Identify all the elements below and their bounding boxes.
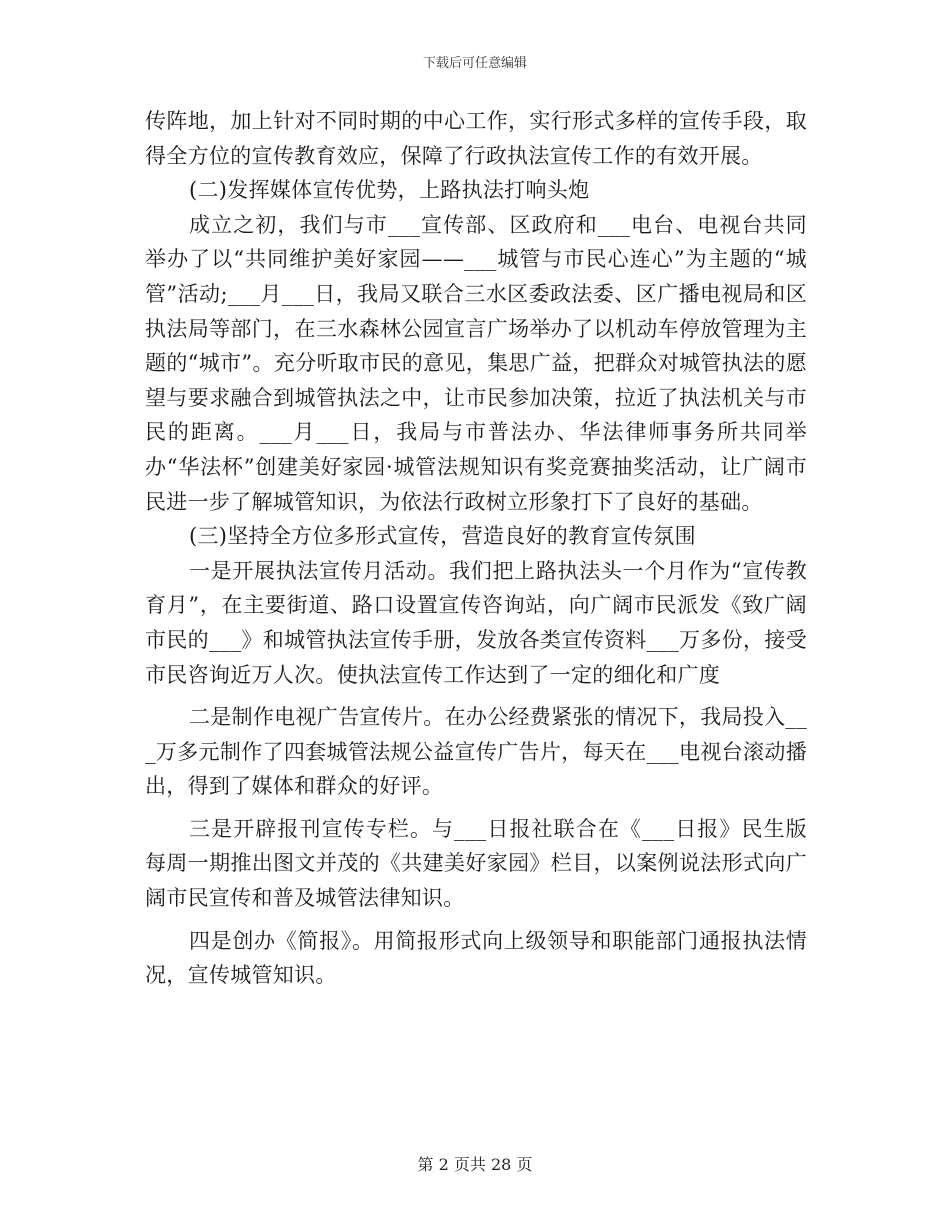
page-number: 第 2 页共 28 页	[417, 1155, 533, 1174]
paragraph-item-3: 三是开辟报刊宣传专栏。与___日报社联合在《___日报》民生版每周一期推出图文并茂的《共建美好家园》栏目，以案例说法形式向广阔市民宣传和普及城管法律知识。	[145, 816, 807, 911]
paragraph-continuation: 传阵地，加上针对不同时期的中心工作，实行形式多样的宣传手段，取得全方位的宣传教育效应，保障了行政执法宣传工作的有效开展。	[145, 109, 807, 168]
document-body	[145, 104, 807, 993]
section-heading-3: (三)坚持全方位多形式宣传，营造良好的教育宣传氛围	[189, 524, 696, 549]
paragraph-item-1: 一是开展执法宣传月活动。我们把上路执法头一个月作为“宣传教育月”，在主要街道、路口设置宣传咨询站，向广阔市民派发《致广阔市民的___》和城管执法宣传手册，发放各类宣传资料___万多份，接受市民咨询近万人次。使执法宣传工作达到了一定的细化和广度	[145, 558, 807, 687]
paragraph-media-campaign: 成立之初，我们与市___宣传部、区政府和___电台、电视台共同举办了以“共同维护美好家园——___城管与市民心连心”为主题的“城管”活动;___月___日，我局又联合三水区委政法委、区广播电视局和区执法局等部门，在三水森林公园宣言广场举办了以机动车停放管理为主题的“城市”。充分听取市民的意见，集思广益，把群众对城管执法的愿望与要求融合到城管执法之中，让市民参加决策，拉近了执法机关与市民的距离。___月___日，我局与市普法办、华法律师事务所共同举办“华法杯”创建美好家园·城管法规知识有奖竞赛抽奖活动，让广阔市民进一步了解城管知识，为依法行政树立形象打下了良好的基础。	[145, 212, 807, 514]
header-note: 下载后可任意编辑	[422, 56, 527, 71]
section-heading-2: (二)发挥媒体宣传优势，上路执法打响头炮	[189, 178, 590, 203]
paragraph-item-2: 二是制作电视广告宣传片。在办公经费紧张的情况下，我局投入___万多元制作了四套城管法规公益宣传广告片，每天在___电视台滚动播出，得到了媒体和群众的好评。	[145, 705, 807, 799]
paragraph-item-4: 四是创办《简报》。用简报形式向上级领导和职能部门通报执法情况，宣传城管知识。	[145, 928, 807, 988]
